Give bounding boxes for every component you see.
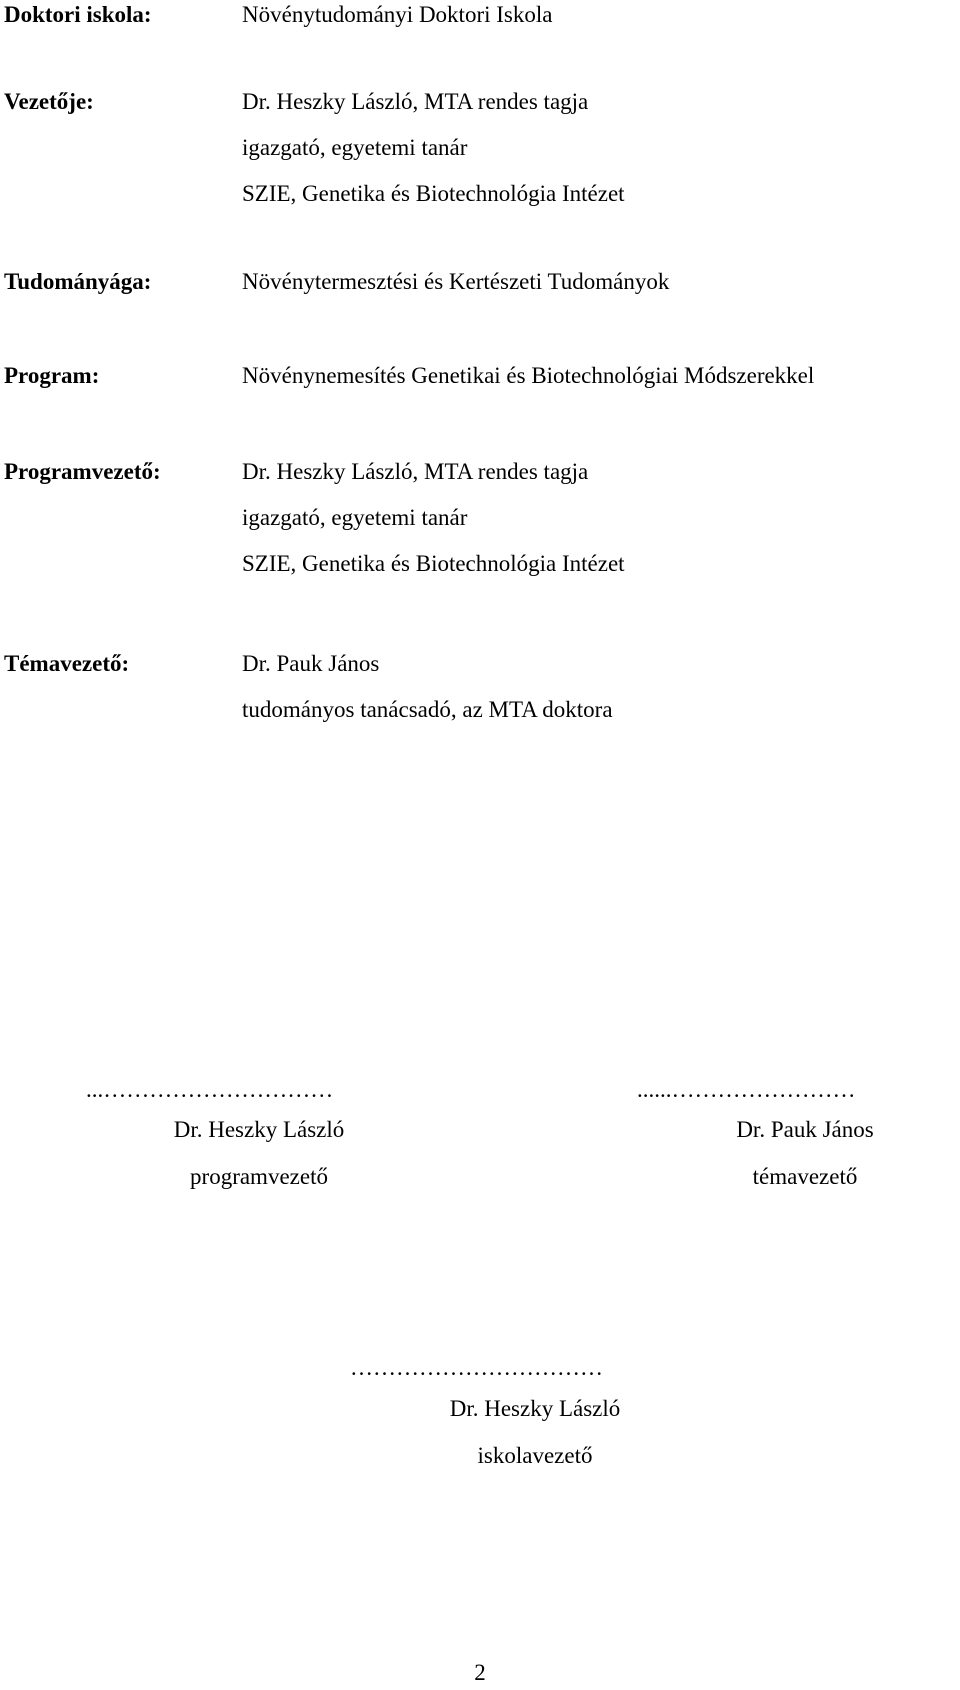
label-doctoral-school: Doktori iskola: — [4, 2, 152, 27]
value-program: Növénynemesítés Genetikai és Biotechnológiai Módszerekkel — [242, 363, 815, 388]
value-supervisor-line-1: Dr. Pauk János — [242, 651, 380, 676]
label-program-leader: Programvezető: — [4, 459, 161, 484]
signature-name-right: Dr. Pauk János — [736, 1117, 874, 1142]
value-head-line-2: igazgató, egyetemi tanár — [242, 135, 468, 160]
value-discipline: Növénytermesztési és Kertészeti Tudományok — [242, 269, 670, 294]
signature-role-bottom: iskolavezető — [477, 1443, 593, 1468]
page-number: 2 — [474, 1660, 486, 1685]
value-head-line-3: SZIE, Genetika és Biotechnológia Intézet — [242, 181, 625, 206]
signature-role-left: programvezető — [190, 1164, 328, 1189]
value-program-leader-line-2: igazgató, egyetemi tanár — [242, 505, 468, 530]
signature-line-left: ...………………………… — [86, 1077, 334, 1102]
signature-line-bottom: …………………………… — [350, 1355, 603, 1380]
value-program-leader-line-3: SZIE, Genetika és Biotechnológia Intézet — [242, 551, 625, 576]
label-head: Vezetője: — [4, 89, 94, 114]
value-doctoral-school: Növénytudományi Doktori Iskola — [242, 2, 553, 27]
value-head-line-1: Dr. Heszky László, MTA rendes tagja — [242, 89, 589, 114]
label-discipline: Tudományága: — [4, 269, 152, 294]
signature-name-bottom: Dr. Heszky László — [449, 1396, 621, 1421]
signature-role-right: témavezető — [752, 1164, 858, 1189]
signature-line-right: ......…………………… — [637, 1077, 856, 1102]
signature-name-left: Dr. Heszky László — [173, 1117, 345, 1142]
value-supervisor-line-2: tudományos tanácsadó, az MTA doktora — [242, 697, 613, 722]
label-program: Program: — [4, 363, 100, 388]
value-program-leader-line-1: Dr. Heszky László, MTA rendes tagja — [242, 459, 589, 484]
label-supervisor: Témavezető: — [4, 651, 130, 676]
